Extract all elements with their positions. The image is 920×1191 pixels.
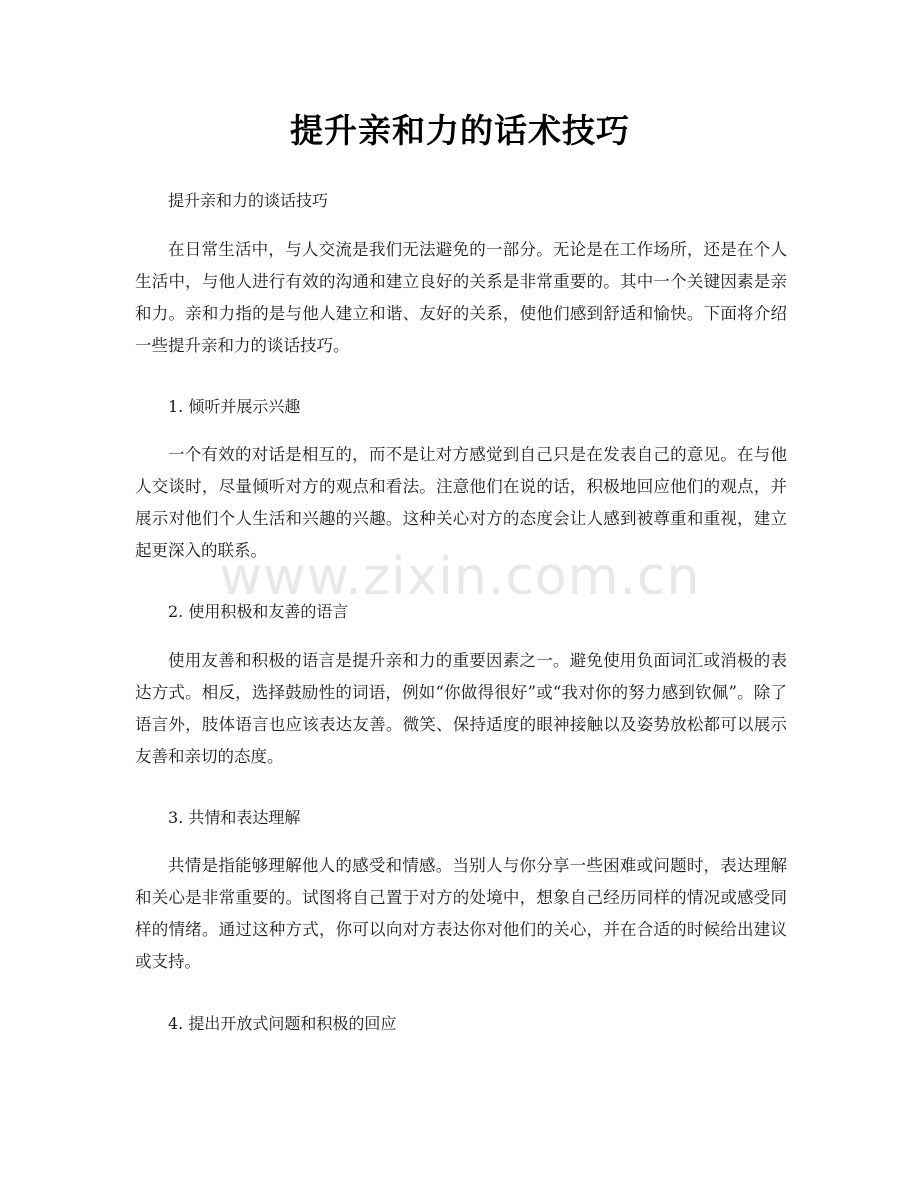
document-title: 提升亲和力的话术技巧 bbox=[290, 111, 630, 150]
intro-paragraph: 在日常生活中，与人交流是我们无法避免的一部分。无论是在工作场所，还是在个人生活中，与他人进行有效的沟通和建立良好的关系是非常重要的。其中一个关键因素是亲和力。亲和力指的是与他人建立和谐、友好的关系，使他们感到舒适和愉快。下面将介绍一些提升亲和力的谈话技巧。 bbox=[135, 240, 787, 355]
section-3-paragraph: 共情是指能够理解他人的感受和情感。当别人与你分享一些困难或问题时，表达理解和关心是非常重要的。试图将自己置于对方的处境中，想象自己经历同样的情况或感受同样的情绪。通过这种方式，你可以向对方表达你对他们的关心，并在合适的时候给出建议或支持。 bbox=[135, 856, 787, 971]
section-1-heading: 1. 倾听并展示兴趣 bbox=[168, 397, 301, 416]
document-subtitle: 提升亲和力的谈话技巧 bbox=[168, 191, 329, 210]
watermark: www.zixin.com.cn bbox=[219, 547, 701, 607]
section-4-heading: 4. 提出开放式问题和积极的回应 bbox=[168, 1014, 397, 1033]
section-1-paragraph: 一个有效的对话是相互的，而不是让对方感觉到自己只是在发表自己的意见。在与他人交谈时，尽量倾听对方的观点和看法。注意他们在说的话，积极地回应他们的观点，并展示对他们个人生活和兴趣的兴趣。这种关心对方的态度会让人感到被尊重和重视，建立起更深入的联系。 bbox=[135, 445, 787, 560]
section-3-heading: 3. 共情和表达理解 bbox=[168, 808, 301, 827]
section-2-paragraph: 使用友善和积极的语言是提升亲和力的重要因素之一。避免使用负面词汇或消极的表达方式。相反，选择鼓励性的词语，例如“你做得很好”或“我对你的努力感到钦佩”。除了语言外，肢体语言也应该表达友善。微笑、保持适度的眼神接触以及姿势放松都可以展示友善和亲切的态度。 bbox=[135, 651, 787, 766]
section-2-heading: 2. 使用积极和友善的语言 bbox=[168, 602, 349, 621]
